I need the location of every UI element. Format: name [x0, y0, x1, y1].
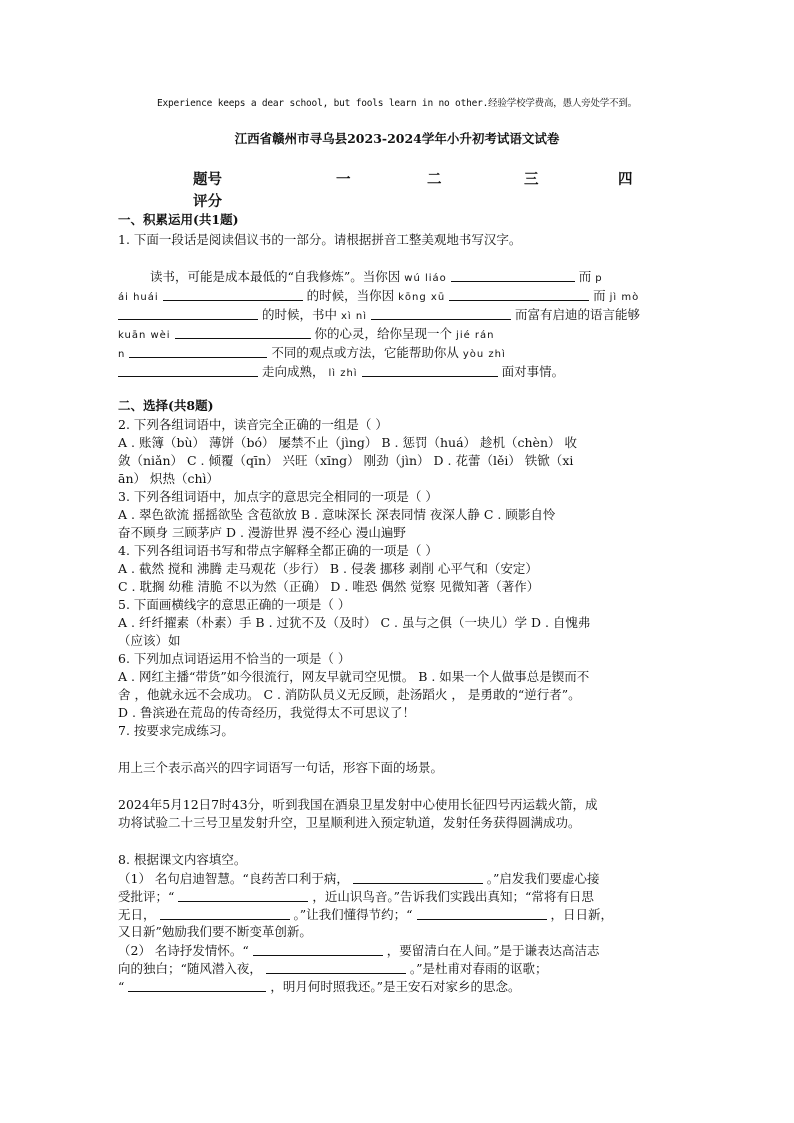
question-6-options-line-3: D . 鲁滨逊在荒岛的传奇经历，我觉得太不可思议了！ [118, 705, 415, 720]
question-3-options-line-2: 奋不顾身 三顾茅庐 D . 漫游世界 漫不经心 漫山遍野 [118, 525, 406, 540]
q1-answer-blank-3[interactable] [449, 287, 589, 301]
q8-answer-blank-4[interactable] [417, 906, 547, 920]
q1-answer-blank-2[interactable] [163, 287, 303, 301]
q1-pinyin: lì zhì [328, 368, 358, 379]
q8-text: ，要留清白在人间。”是于谦表达高洁志 [386, 943, 600, 958]
q1-answer-blank-5[interactable] [371, 306, 511, 320]
q1-text: 而富有启迪的语言能够 [514, 307, 640, 322]
q1-text: 而 [578, 269, 592, 284]
q8-answer-blank-5[interactable] [253, 942, 383, 956]
q1-pinyin: jì mò [609, 292, 640, 303]
q8-text: 。”是杜甫对春雨的讴歌； [409, 961, 548, 976]
question-8-part-2-line-1 [118, 942, 599, 959]
score-table-title-label: 题号 [193, 171, 222, 188]
q8-text: 。”让我们懂得节约；“ [293, 907, 413, 922]
q1-answer-blank-9[interactable] [362, 363, 498, 377]
question-5-options-line-1: A . 纤纤擢素（朴素）手 B . 过犹不及（及时） C . 虽与之俱（一块儿）学 D . 自愧弗 [118, 615, 591, 630]
q8-text: “ [118, 979, 125, 994]
question-5-prompt: 5. 下面画横线字的意思正确的一项是（ ） [118, 597, 351, 612]
q1-pinyin: wú liáo [404, 273, 447, 284]
q1-pinyin: kōng xū [398, 292, 446, 303]
q8-text: 受批评；“ [118, 889, 175, 904]
q1-pinyin: ái huái [118, 292, 159, 303]
q8-answer-blank-7[interactable] [128, 978, 266, 992]
question-1-line-6 [118, 363, 564, 382]
question-1-line-2 [118, 287, 639, 306]
q8-answer-blank-3[interactable] [160, 906, 290, 920]
q1-pinyin: yòu zhì [462, 349, 506, 360]
question-7-scene-line-1: 2024年5月12日7时43分，听到我国在酒泉卫星发射中心使用长征四号丙运载火箭，成 [118, 797, 598, 812]
question-7-prompt: 7. 按要求完成练习。 [118, 723, 234, 738]
q1-text: 的时候，当你因 [306, 288, 395, 303]
score-column-3: 三 [524, 171, 539, 188]
q8-text: （2） 名诗抒发情怀。“ [118, 943, 249, 958]
score-table-header [0, 168, 794, 190]
q1-text: 的时候，书中 [261, 307, 337, 322]
q1-answer-blank-8[interactable] [118, 363, 258, 377]
q8-text: （1） 名句启迪智慧。“良药苦口利于病， [118, 871, 349, 886]
q1-text: 读书，可能是成本最低的“自我修炼”。当你因 [150, 269, 401, 284]
question-6-options-line-2: 舍 ，他就永远不会成功。 C . 消防队员义无反顾，赴汤蹈火 ， 是勇敢的“逆行者”。 [118, 687, 581, 702]
question-1-prompt: 1. 下面一段话是阅读倡议书的一部分。请根据拼音工整美观地书写汉字。 [118, 232, 522, 247]
question-6-prompt: 6. 下列加点词语运用不恰当的一项是（ ） [118, 651, 351, 666]
q8-text: ，日日新， [550, 907, 613, 922]
q1-pinyin: n [118, 349, 126, 360]
question-5-options-line-2: （应该）如 [118, 633, 181, 648]
question-2-options-line-2: 敛（niǎn） C . 倾覆（qīn） 兴旺（xīng） 刚劲（jìn） D . 花蕾（lěi） 铁锨（xi [118, 453, 574, 468]
question-2-prompt: 2. 下列各组词语中，读音完全正确的一组是（ ） [118, 417, 388, 432]
question-4-options-line-2: C . 耽搁 幼稚 清脆 不以为然（正确） D . 唯恐 偶然 觉察 见微知著（著作） [118, 579, 540, 594]
q1-pinyin: jié rán [456, 330, 495, 341]
question-1-line-5 [118, 344, 506, 363]
question-7-scene-line-2: 功将试验二十三号卫星发射升空，卫星顺利进入预定轨道，发射任务获得圆满成功。 [118, 815, 581, 830]
question-8-part-1-line-4: 又日新”勉励我们要不断变革创新。 [118, 924, 312, 939]
q1-text: 不同的观点或方法，它能帮助你从 [271, 345, 459, 360]
q1-text: 面对事情。 [501, 364, 565, 379]
question-2-options-line-1: A . 账簿（bù） 薄饼（bó） 屡禁不止（jìng） B . 惩罚（huá） 趁机（chèn） 收 [118, 435, 577, 450]
question-2-options-line-3: ān） 炽热（chì） [118, 471, 220, 486]
q1-pinyin: xì nì [340, 311, 367, 322]
q8-text: 。”启发我们要虚心接 [486, 871, 600, 886]
q8-text: ，近山识鸟音。”告诉我们实践出真知；“常将有日思 [312, 889, 594, 904]
question-8-part-1-line-3 [118, 906, 613, 923]
section-1-heading: 一、积累运用(共1题) [118, 212, 239, 227]
question-1-line-4 [118, 325, 495, 344]
q1-pinyin: kuān wèi [118, 330, 171, 341]
question-8-part-2-line-3 [118, 978, 521, 995]
question-7-task: 用上三个表示高兴的四字词语写一句话，形容下面的场景。 [118, 760, 444, 775]
q8-answer-blank-6[interactable] [266, 960, 406, 974]
question-4-options-line-1: A . 截然 搅和 沸腾 走马观花（步行） B . 侵袭 挪移 剥削 心平气和（安定） [118, 561, 538, 576]
score-column-4: 四 [618, 171, 633, 188]
question-8-part-1-line-2 [118, 888, 594, 905]
question-1-line-3 [118, 306, 640, 325]
q1-text: 而 [593, 288, 606, 303]
exam-title: 江西省赣州市寻乌县2023-2024学年小升初考试语文试卷 [234, 131, 560, 146]
question-4-prompt: 4. 下列各组词语书写和带点字解释全都正确的一项是（ ） [118, 543, 438, 558]
score-column-2: 二 [427, 171, 442, 188]
question-3-options-line-1: A . 翠色欲流 摇摇欲坠 含苞欲放 B . 意味深长 深表同情 夜深人静 C . 顾影自怜 [118, 507, 556, 522]
score-column-1: 一 [336, 171, 351, 188]
q8-text: 无日， [118, 907, 156, 922]
score-table-score-label: 评分 [193, 193, 222, 210]
q8-answer-blank-1[interactable] [353, 870, 483, 884]
q1-text: 走向成熟， [261, 364, 325, 379]
header-motto: Experience keeps a dear school, but fools learn in no other.经验学校学费高，愚人旁处学不到。 [157, 98, 637, 109]
q1-answer-blank-4[interactable] [118, 306, 258, 320]
question-1-line-1 [150, 268, 603, 287]
section-2-heading: 二、选择(共8题) [118, 398, 214, 413]
question-8-prompt: 8. 根据课文内容填空。 [118, 852, 247, 867]
q8-text: ，明月何时照我还。”是王安石对家乡的思念。 [270, 979, 521, 994]
q8-text: 向的独白；“随风潜入夜， [118, 961, 262, 976]
q1-answer-blank-6[interactable] [175, 325, 311, 339]
q1-pinyin: p [595, 273, 603, 284]
q1-text: 你的心灵，给你呈现一个 [314, 326, 453, 341]
q1-answer-blank-7[interactable] [129, 344, 267, 358]
question-3-prompt: 3. 下列各组词语中，加点字的意思完全相同的一项是（ ） [118, 489, 438, 504]
question-8-part-1-line-1 [118, 870, 599, 887]
q1-answer-blank-1[interactable] [451, 268, 575, 282]
question-6-options-line-1: A . 网红主播“带货”如今很流行，网友早就司空见惯。 B . 如果一个人做事总是锲而不 [118, 669, 590, 684]
q8-answer-blank-2[interactable] [178, 888, 308, 902]
question-8-part-2-line-2 [118, 960, 548, 977]
